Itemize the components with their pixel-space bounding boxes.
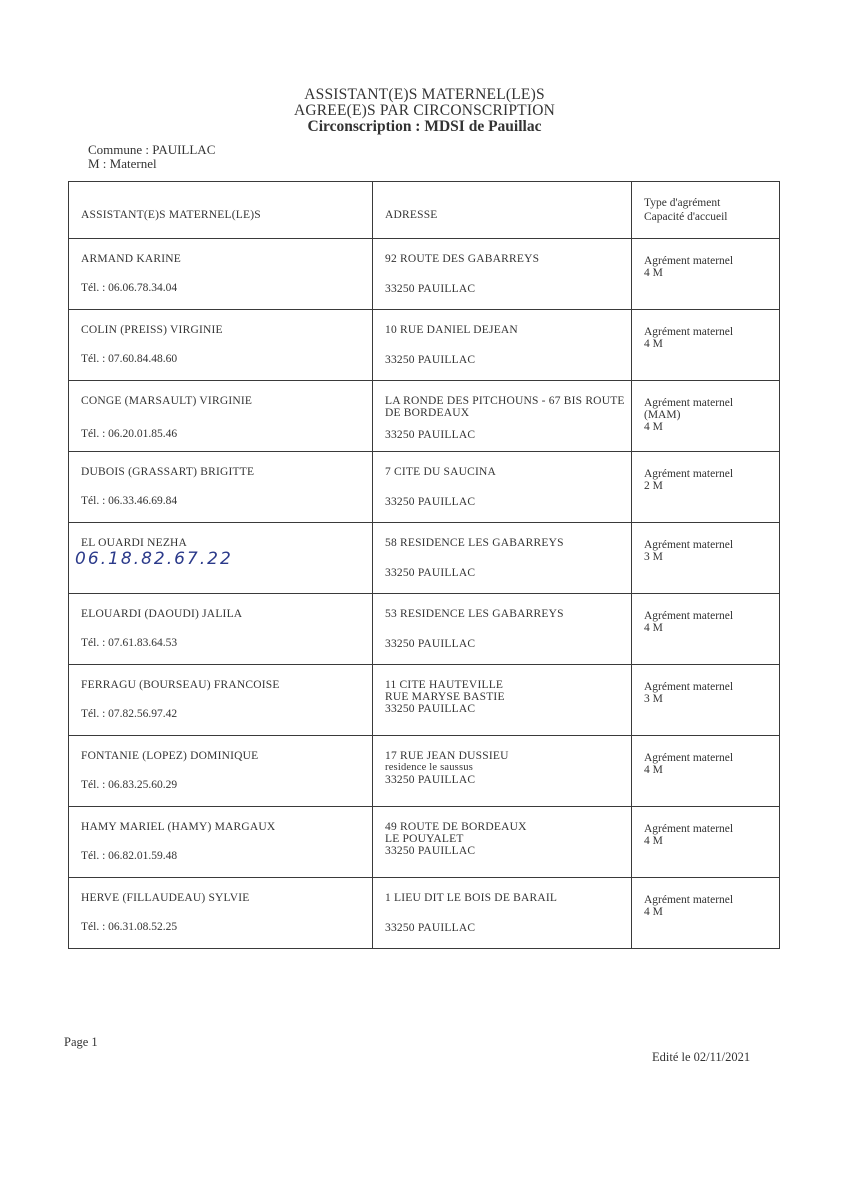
assistant-city: 33250 PAUILLAC <box>385 567 476 579</box>
agrement-capacity: 2 M <box>644 480 663 492</box>
assistant-name: ARMAND KARINE <box>81 253 182 265</box>
assistant-phone: Tél. : 06.82.01.59.48 <box>81 850 178 862</box>
assistant-phone: Tél. : 06.06.78.34.04 <box>81 282 178 294</box>
commune-label: Commune : PAUILLAC <box>88 142 216 157</box>
table-row <box>69 594 780 665</box>
table-row <box>69 878 780 949</box>
header-type-label: Type d'agrément <box>644 197 721 209</box>
assistant-address: 1 LIEU DIT LE BOIS DE BARAIL <box>385 892 558 904</box>
address-city: 33250 PAUILLAC <box>385 703 476 715</box>
assistant-address <box>385 679 505 715</box>
edited-date: Edité le 02/11/2021 <box>652 1050 751 1064</box>
assistant-phone: Tél. : 06.83.25.60.29 <box>81 779 178 791</box>
meta-block <box>88 143 215 171</box>
title-line-1: ASSISTANT(E)S MATERNEL(LE)S <box>304 86 545 103</box>
agrement-type: Agrément maternel <box>644 255 734 267</box>
header-cell-address <box>373 182 632 239</box>
table-row <box>69 665 780 736</box>
agrement-type: Agrément maternel <box>644 610 734 622</box>
assistant-address: 53 RESIDENCE LES GABARREYS <box>385 608 564 620</box>
table-row <box>69 523 780 594</box>
legend-label: M : Maternel <box>88 156 157 171</box>
agrement-capacity: 4 M <box>644 338 663 350</box>
agrement-capacity: 3 M <box>644 551 663 563</box>
agrement-capacity: 4 M <box>644 835 663 847</box>
assistant-name: HERVE (FILLAUDEAU) SYLVIE <box>81 892 250 904</box>
agrement-capacity: 4 M <box>644 421 663 433</box>
title-line-3: Circonscription : MDSI de Pauillac <box>307 118 542 135</box>
address-line-1: 17 RUE JEAN DUSSIEU <box>385 750 509 762</box>
assistant-phone: Tél. : 07.82.56.97.42 <box>81 708 178 720</box>
agrement-type: Agrément maternel (MAM) <box>644 397 734 421</box>
address-city: 33250 PAUILLAC <box>385 774 476 786</box>
address-line-2: LE POUYALET <box>385 833 464 845</box>
agrement-capacity: 4 M <box>644 906 663 918</box>
assistant-address: 10 RUE DANIEL DEJEAN <box>385 324 518 336</box>
address-city: 33250 PAUILLAC <box>385 845 476 857</box>
header-capacity-label: Capacité d'accueil <box>644 211 728 223</box>
table-row <box>69 452 780 523</box>
assistant-phone: Tél. : 06.33.46.69.84 <box>81 495 178 507</box>
address-line-2: RUE MARYSE BASTIE <box>385 691 505 703</box>
table-row <box>69 310 780 381</box>
agrement-capacity: 4 M <box>644 622 663 634</box>
page-number: Page 1 <box>64 1035 98 1049</box>
assistant-phone: Tél. : 06.31.08.52.25 <box>81 921 178 933</box>
assistant-name: HAMY MARIEL (HAMY) MARGAUX <box>81 821 276 833</box>
assistant-city: 33250 PAUILLAC <box>385 429 476 441</box>
agrement-type: Agrément maternel <box>644 539 734 551</box>
table-row <box>69 736 780 807</box>
assistant-phone-handwritten: 06.18.82.67.22 <box>75 549 233 569</box>
agrement-type: Agrément maternel <box>644 681 734 693</box>
table-row <box>69 381 780 452</box>
agrement-type: Agrément maternel <box>644 326 734 338</box>
title-line-2: AGREE(E)S PAR CIRCONSCRIPTION <box>293 102 555 119</box>
table-row <box>69 807 780 878</box>
header-cell-type <box>632 182 780 239</box>
assistant-city: 33250 PAUILLAC <box>385 922 476 934</box>
assistant-name: ELOUARDI (DAOUDI) JALILA <box>81 608 243 620</box>
assistant-name: FONTANIE (LOPEZ) DOMINIQUE <box>81 750 259 762</box>
table-row <box>69 239 780 310</box>
assistant-address <box>385 750 509 786</box>
assistant-phone: Tél. : 06.20.01.85.46 <box>81 428 178 440</box>
assistant-name: DUBOIS (GRASSART) BRIGITTE <box>81 466 255 478</box>
assistant-name: COLIN (PREISS) VIRGINIE <box>81 324 223 336</box>
address-line-1: 49 ROUTE DE BORDEAUX <box>385 821 527 833</box>
assistant-city: 33250 PAUILLAC <box>385 638 476 650</box>
document-title <box>0 87 849 135</box>
assistants-table <box>68 181 780 949</box>
assistant-phone: Tél. : 07.61.83.64.53 <box>81 637 178 649</box>
header-address-label: ADRESSE <box>385 209 438 221</box>
address-line-2: residence le saussus <box>385 762 473 773</box>
assistant-phone: Tél. : 07.60.84.48.60 <box>81 353 178 365</box>
agrement-type: Agrément maternel <box>644 468 734 480</box>
assistant-city: 33250 PAUILLAC <box>385 354 476 366</box>
assistant-name: FERRAGU (BOURSEAU) FRANCOISE <box>81 679 280 691</box>
assistant-address <box>385 821 527 857</box>
assistant-city: 33250 PAUILLAC <box>385 283 476 295</box>
assistant-address: LA RONDE DES PITCHOUNS - 67 BIS ROUTE DE BORDEAUX <box>385 395 625 419</box>
agrement-type: Agrément maternel <box>644 752 734 764</box>
agrement-type: Agrément maternel <box>644 894 734 906</box>
assistant-name: EL OUARDI NEZHA <box>81 537 188 549</box>
agrement-capacity: 4 M <box>644 267 663 279</box>
agrement-capacity: 4 M <box>644 764 663 776</box>
assistant-city: 33250 PAUILLAC <box>385 496 476 508</box>
header-name-label: ASSISTANT(E)S MATERNEL(LE)S <box>81 209 261 221</box>
address-line-1: 11 CITE HAUTEVILLE <box>385 679 504 691</box>
assistant-address: 58 RESIDENCE LES GABARREYS <box>385 537 564 549</box>
assistant-name: CONGE (MARSAULT) VIRGINIE <box>81 395 253 407</box>
assistant-address: 92 ROUTE DES GABARREYS <box>385 253 540 265</box>
header-cell-name <box>69 182 373 239</box>
assistant-address: 7 CITE DU SAUCINA <box>385 466 497 478</box>
table-header-row <box>69 182 780 239</box>
agrement-capacity: 3 M <box>644 693 663 705</box>
agrement-type: Agrément maternel <box>644 823 734 835</box>
